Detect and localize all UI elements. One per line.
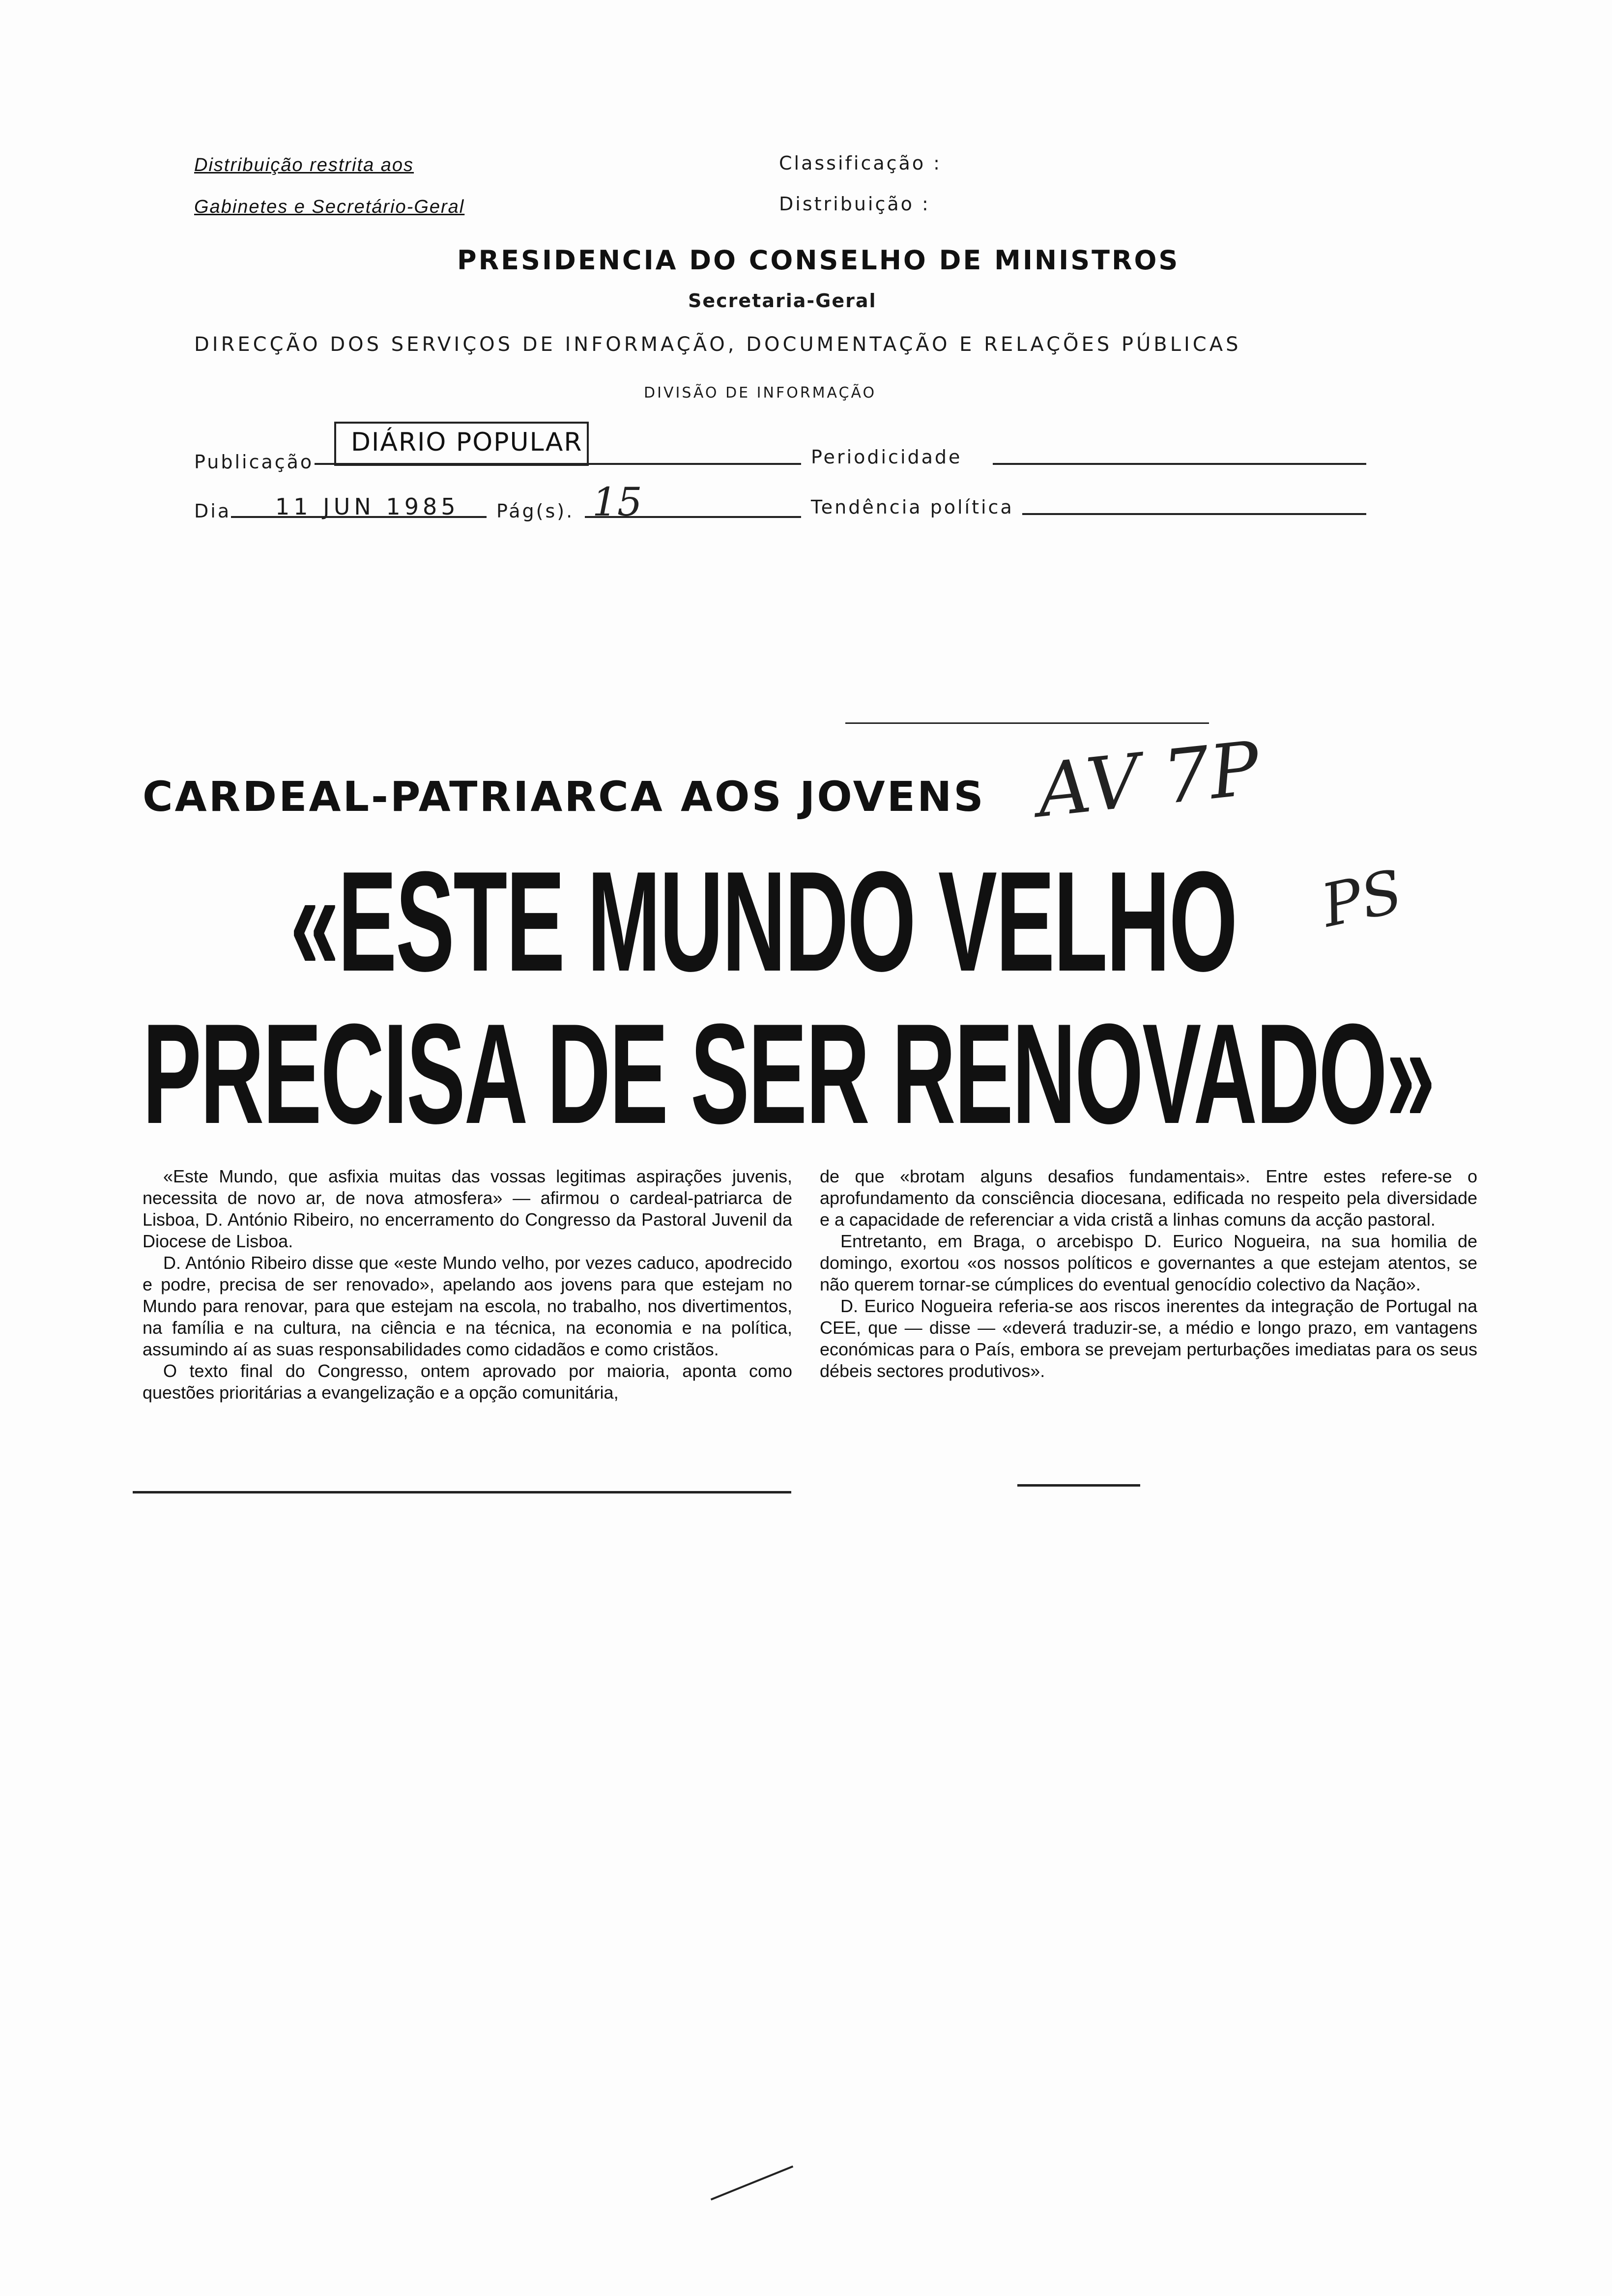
col1-para-3: O texto final do Congresso, ontem aprovado por maioria, aponta como questões prioritárias a evangelização e a opção comunitária, [143, 1361, 792, 1403]
dia-underline [231, 516, 487, 518]
secretaria: Secretaria-Geral [688, 290, 877, 312]
column-2-end-rule [1017, 1484, 1140, 1487]
top-rule [845, 722, 1209, 724]
dia-value: 11 JUN 1985 [275, 493, 460, 520]
col2-para-2: Entretanto, em Braga, o arcebispo D. Eurico Nogueira, na sua homilia de domingo, exortou «os nossos políticos e governantes a que estejam atentos, se não querem tornar-se cúmplices do eventual genocídio colectivo da Nação». [820, 1231, 1477, 1294]
publicacao-box [334, 422, 589, 466]
col1-para-1: «Este Mundo, que asfixia muitas das vossas legitimas aspirações juvenis, necessita de novo ar, de nova atmosfera» — afirmou o cardeal-patriarca de Lisboa, D. António Ribeiro, no encerramento do Congresso da Pastoral Juvenil da Diocese de Lisboa. [143, 1166, 792, 1251]
pen-stroke [711, 2165, 793, 2200]
direccao-line: DIRECÇÃO DOS SERVIÇOS DE INFORMAÇÃO, DOCUMENTAÇÃO E RELAÇÕES PÚBLICAS [194, 333, 1241, 356]
article-column-1 [143, 1166, 792, 1404]
col2-para-1: de que «brotam alguns desafios fundamentais». Entre estes refere-se o aprofundamento da consciência diocesana, edificada no respeito pela diversidade e a capacidade de referenciar a vida cristã a linhas comuns da acção pastoral. [820, 1166, 1477, 1230]
tendencia-label: Tendência política [811, 496, 1014, 518]
divisao-line: DIVISÃO DE INFORMAÇÃO [644, 384, 877, 402]
article-kicker: CARDEAL-PATRIARCA AOS JOVENS [143, 773, 985, 821]
headline-line-2: PRECISA DE SER RENOVADO» [143, 994, 1435, 1153]
article-column-2 [820, 1166, 1477, 1382]
distribuicao-label: Distribuição : [779, 193, 930, 215]
column-1-end-rule [133, 1491, 791, 1493]
periodicidade-underline [993, 463, 1366, 465]
restricted-line-1: Distribuição restrita aos [194, 155, 414, 175]
restricted-line-2: Gabinetes e Secretário-Geral [194, 197, 465, 217]
col2-para-3: D. Eurico Nogueira referia-se aos riscos inerentes da integração de Portugal na CEE, que — disse — «deverá traduzir-se, a médio e longo prazo, em vantagens económicas para o País, embora se prevejam perturbações imediatas para os seus débeis sectores produtivos». [820, 1296, 1477, 1381]
tendencia-underline [1022, 513, 1366, 515]
publicacao-value: DIÁRIO POPULAR [351, 428, 583, 457]
headline-line-1: «ESTE MUNDO VELHO [290, 842, 1237, 1001]
handwritten-note-2: PS [1316, 857, 1409, 941]
pag-underline [585, 516, 801, 518]
dia-label: Dia [194, 500, 231, 522]
publicacao-underline [315, 463, 801, 465]
presidency-title: PRESIDENCIA DO CONSELHO DE MINISTROS [457, 245, 1180, 276]
pag-value: 15 [592, 479, 642, 525]
publicacao-label: Publicação [194, 451, 314, 473]
col1-para-2: D. António Ribeiro disse que «este Mundo velho, por vezes caduco, apodrecido e podre, precisa de ser renovado», apelando aos jovens para que estejam no Mundo para renovar, para que estejam na escola, no trabalho, nos divertimentos, na família e na cultura, na ciência e na técnica, na economia e na política, assumindo aí as suas responsabilidades como cidadãos e como cristãos. [143, 1253, 792, 1359]
periodicidade-label: Periodicidade [811, 446, 962, 468]
handwritten-note-1: AV 7P [1033, 725, 1264, 834]
classificacao-label: Classificação : [779, 152, 942, 174]
pag-label: Pág(s). [496, 500, 575, 522]
